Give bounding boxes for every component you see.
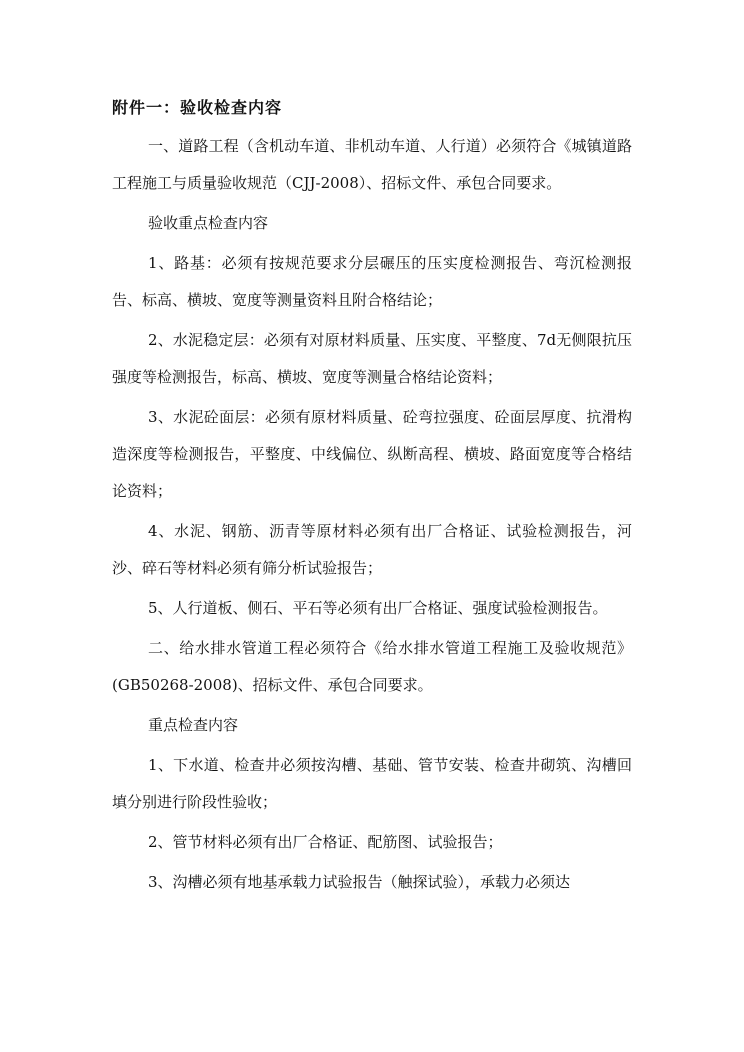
paragraph-pipeline-requirements: 二、给水排水管道工程必须符合《给水排水管道工程施工及验收规范》(GB50268-2008)、招标文件、承包合同要求。 bbox=[112, 639, 632, 694]
attachment-heading: 附件一：验收检查内容 bbox=[112, 98, 283, 117]
paragraph-concrete-surface: 3、水泥砼面层：必须有原材料质量、砼弯拉强度、砼面层厚度、抗滑构造深度等检测报告，平整度、中线偏位、纵断高程、横坡、路面宽度等合格结论资料； bbox=[112, 408, 632, 500]
paragraph-sewer-inspection: 1、下水道、检查井必须按沟槽、基础、管节安装、检查井砌筑、沟槽回填分别进行阶段性验收； bbox=[112, 756, 632, 811]
paragraph-road-requirements: 一、道路工程（含机动车道、非机动车道、人行道）必须符合《城镇道路工程施工与质量验收规范（CJJ-2008）、招标文件、承包合同要求。 bbox=[112, 137, 632, 192]
document-body bbox=[112, 128, 632, 904]
paragraph-road-inspection-title: 验收重点检查内容 bbox=[148, 214, 269, 232]
paragraph-pipe-materials: 2、管节材料必须有出厂合格证、配筋图、试验报告； bbox=[148, 833, 503, 851]
paragraph-cement-stabilized-layer: 2、水泥稳定层：必须有对原材料质量、压实度、平整度、7d无侧限抗压强度等检测报告，标高、横坡、宽度等测量合格结论资料； bbox=[112, 331, 632, 386]
paragraph-sidewalk: 5、人行道板、侧石、平石等必须有出厂合格证、强度试验检测报告。 bbox=[148, 599, 608, 617]
paragraph-pipeline-inspection-title: 重点检查内容 bbox=[148, 716, 239, 734]
paragraph-raw-materials: 4、水泥、钢筋、沥青等原材料必须有出厂合格证、试验检测报告，河沙、碎石等材料必须有筛分析试验报告； bbox=[112, 522, 632, 577]
paragraph-trench-bearing: 3、沟槽必须有地基承载力试验报告（触探试验），承载力必须达 bbox=[148, 873, 571, 891]
paragraph-subgrade: 1、路基：必须有按规范要求分层碾压的压实度检测报告、弯沉检测报告、标高、横坡、宽度等测量资料且附合格结论； bbox=[112, 254, 632, 309]
